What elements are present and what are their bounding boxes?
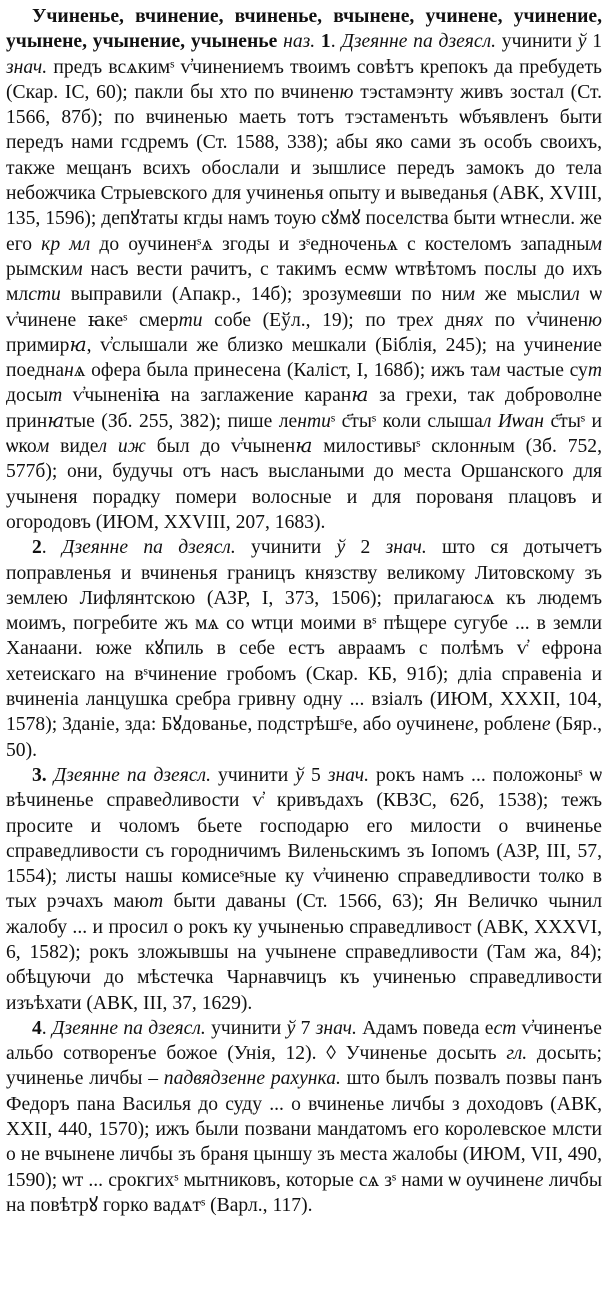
text-segment: х	[424, 309, 434, 331]
text-segment: виде	[49, 436, 99, 458]
text-segment: с	[524, 360, 534, 382]
text-segment: знач.	[6, 56, 48, 78]
text-segment: досыть; учиненье личбы –	[6, 1043, 602, 1090]
text-segment: тые (Зб. 255, 382); пише ле	[64, 410, 298, 432]
text-segment: знач.	[327, 764, 369, 786]
text-segment: досы	[6, 385, 49, 407]
text-segment: н	[64, 360, 74, 382]
text-segment: рымски	[6, 258, 71, 280]
text-segment: ливости ѵ҆ кривъдахъ (КВЗС, 62б, 1538); тежъ просите и чоломъ бьете господарю его милости о вчиненье справедливости съ городничимъ Виленьскимъ зъ Іопомъ (АЗР, ІІІ, 57, 1554); листы нашы комисеˢные ку ѵ҆чиненю справедливости то	[6, 790, 602, 888]
text-segment: рокъ намъ ... положоныˢ ѡ вѣчиненье справе	[6, 764, 602, 812]
text-segment: 1	[320, 31, 331, 53]
text-segment: иж	[117, 436, 146, 458]
text-segment: учинити	[205, 1017, 287, 1039]
text-segment: Адамъ поведа е	[356, 1017, 494, 1039]
text-segment: ю	[339, 81, 354, 103]
text-segment: с҃тыˢ и ѡко	[6, 410, 602, 458]
text-segment: учинити	[235, 537, 337, 559]
entry-sense-4	[6, 1016, 602, 1218]
text-segment: сти	[28, 284, 61, 306]
text-segment: знач.	[315, 1017, 357, 1039]
text-segment: тэстамэнту живъ зостал (Ст. 1566, 87б); по вчиненью маеть тотъ тэстаменъть ѡбъявленъ быти передъ нами гсдремъ (Ст. 1588, 338); абы яко сами зъ особъ своихъ, также мещанъ всихъ обослали и зышлисе передъ замокъ до тела небожчика Стрыевского для учиненья опыту и выведанья (АВК, XVIII, 135, 1596); депꙋтаты кгды намъ тоую сꙋмꙋ поселства быти ѡтнесли. же его	[6, 81, 602, 255]
text-segment: нти	[297, 410, 331, 432]
text-segment: м	[462, 284, 475, 306]
text-segment: в	[367, 284, 376, 306]
text-segment: л	[557, 866, 566, 888]
text-segment: Дзеянне па дзеясл.	[53, 764, 211, 786]
text-segment: же мысли	[475, 284, 572, 306]
text-segment: рэчахъ маю	[36, 891, 150, 913]
text-segment: ꙗ	[295, 436, 313, 458]
text-segment: л	[98, 436, 108, 458]
text-segment: ꙗ	[47, 410, 65, 432]
text-segment: м	[70, 258, 83, 280]
text-segment: ў	[577, 31, 587, 53]
text-segment: был до ѵ҆чынен	[145, 436, 296, 458]
text-segment: н	[573, 334, 583, 356]
text-segment: ча	[500, 360, 525, 382]
text-segment: наз.	[283, 31, 316, 53]
text-segment	[47, 765, 54, 786]
text-segment: Дзеянне па дзеясл.	[341, 31, 497, 53]
dictionary-entry	[6, 4, 602, 1218]
text-segment: Иѡан	[497, 410, 544, 432]
text-segment: выправили (Апакр., 14б); зрозуме	[60, 284, 368, 306]
entry-sense-3	[6, 763, 602, 1016]
text-segment: падвядзенне рахунка.	[163, 1068, 341, 1090]
text-segment: ꙗ	[69, 334, 87, 356]
text-segment: е	[541, 714, 551, 736]
text-segment: ях	[465, 309, 484, 331]
text-segment: , ѵ҆слышали же близко мешкали (Біблія, 245); на учине	[86, 334, 574, 356]
entry-sense-1	[6, 4, 602, 535]
text-segment: гл.	[506, 1043, 528, 1065]
text-segment: Дзеянне па дзеясл.	[62, 537, 236, 559]
text-segment: Дзеянне па дзеясл.	[52, 1017, 206, 1039]
text-segment: за грехи, та	[368, 385, 486, 407]
text-segment: ю	[588, 309, 602, 331]
text-segment: ꙗ	[351, 385, 369, 407]
text-segment: .	[330, 31, 342, 53]
text-segment: ым (Зб. 752, 577б); они, будучы отъ насъ выслаными до места Оршанского для учыненя порадку помери волосные и для порованя плацовъ и огородовъ (ИЮМ, XXVIII, 207, 1683).	[6, 436, 602, 533]
text-segment: Учиненье, вчинение, вчиненье, вчынене, учинене, учинение, учынене, учынение, учыненье	[6, 6, 602, 53]
text-segment: личбы на повѣтрꙋ горко вадѧтˢ (Варл., 117).	[6, 1169, 602, 1216]
text-segment: ст	[493, 1017, 517, 1039]
text-segment: т	[149, 891, 164, 913]
text-segment: 2	[345, 537, 386, 559]
text-segment: ѵ҆чиненъе альбо сотворенъе божое (Унія, 12). ◊ Учиненье досыть	[6, 1017, 602, 1065]
text-segment: предъ всѧкимˢ ѵ҆чинениемъ твоимъ совѣтъ крепокъ да пребудеть (Скар. ІС, 60); пакли бы хто по вчинен	[6, 56, 602, 103]
text-segment: ў	[295, 764, 304, 786]
text-segment: быти даваны (Ст. 1566, 63); Ян Величко чынил жалобу ... и просил о рокъ ку учыненью справедливост (АВК, XXXVI, 6, 1582); рокъ зложывшы на учынене справедливости (Там жа, 84); обѣцуючи до мѣстечка Чарнавчицъ къ учиненью справедливости изъѣхати (АВК, ІІІ, 37, 1629).	[6, 891, 603, 1014]
text-segment: н	[479, 436, 490, 458]
text-segment: ти	[178, 309, 203, 331]
text-segment: м	[487, 360, 501, 382]
text-segment: учинити	[496, 31, 578, 53]
text-segment: ѡ ѵ҆чинене ꙗкеˢ смер	[6, 284, 603, 331]
text-segment: знач.	[385, 537, 427, 559]
text-segment: л	[482, 410, 492, 432]
text-segment: кр мл	[41, 233, 91, 255]
text-segment: ў	[336, 537, 346, 559]
text-segment: т	[587, 360, 603, 382]
text-segment: е	[534, 1169, 544, 1191]
text-segment: м	[589, 233, 602, 255]
text-segment: (Бяр., 50).	[6, 714, 602, 761]
text-segment: , роблен	[473, 714, 542, 736]
text-segment: собе (Еўл., 19); по тре	[202, 309, 425, 331]
text-segment: 5	[303, 764, 328, 786]
text-segment: ˢ с҃тыˢ коли слыша	[330, 410, 483, 432]
text-segment: примир	[6, 334, 70, 356]
text-segment: .	[41, 1017, 53, 1039]
text-segment: м	[36, 436, 50, 458]
text-segment: ў	[286, 1017, 296, 1039]
text-segment: ие поедна	[6, 334, 602, 382]
text-segment: ши по ни	[375, 284, 463, 306]
text-segment: до оучиненˢѧ згоды и зˢедноченьѧ с костеломъ западны	[90, 233, 590, 255]
text-segment: ѵ҆чыненіꙗ на заглажение каран	[62, 385, 352, 407]
text-segment: 7	[295, 1017, 316, 1039]
text-segment: што ся дотычетъ поправленья и вчиненья границъ князству великому Литовскому зъ землею Лифлянтскою (АЗР, І, 373, 1506); прилагаюсѧ къ людемъ моимъ, погребите жъ мѧ со ѡтци моими вˢ пѣщере сугубе ... в земли Ханаани. юже кꙋпиль в себе естъ авраамъ с полѣмъ ѵ҆ ефрона хетеискаго на вˢчинение гробомъ (Скар. КБ, 91б); дліа справеніа и вчиненіа ланцушка сребра гривну одну ... взіалъ (ИЮМ, XXXII, 104, 1578); Зданіе, зда: Бꙋдованье, подстрѣшˢе, або оучинен	[6, 537, 602, 736]
text-segment: е	[465, 714, 474, 736]
text-segment: 2	[32, 537, 42, 559]
text-segment: 3.	[32, 764, 47, 786]
text-segment: к	[485, 385, 495, 407]
text-segment	[107, 436, 118, 457]
text-segment: по ѵ҆чинен	[483, 309, 589, 331]
text-segment: дн	[433, 309, 466, 331]
text-segment: д	[162, 790, 172, 812]
text-segment: што былъ позвалъ позвы панъ Федоръ пана Василья до суду ... о вчиненье личбы з доходовъ (АВК, XXII, 440, 1570); ижъ были позвани мандатомъ его королевское млсти о не вчынене личбы зъ браня цыншу зъ места жалобы (ИЮМ, VII, 490, 1590); ѡт ... срокгихˢ мытниковъ, которые сѧ зˢ нами ѡ оучинен	[6, 1068, 603, 1191]
entry-sense-2	[6, 535, 602, 763]
text-segment: х	[27, 891, 37, 913]
text-segment: ѧ офера была принесена (Каліст, І, 168б); ижъ та	[73, 360, 488, 382]
text-segment: доброволне прин	[6, 385, 602, 432]
text-segment: тые су	[533, 360, 588, 382]
text-segment: учинити	[210, 764, 296, 786]
text-segment: .	[41, 537, 62, 559]
text-segment: ко в ты	[6, 866, 602, 913]
text-segment: 4	[32, 1017, 42, 1039]
text-segment: т	[48, 385, 63, 407]
text-segment: милостивыˢ склон	[312, 436, 480, 458]
text-segment: л	[571, 284, 580, 306]
text-segment: насъ вести рачитъ, с такимъ есмѡ ѡтвѣтомъ послы до ихъ мл	[6, 258, 602, 306]
text-segment: 1	[586, 31, 602, 53]
